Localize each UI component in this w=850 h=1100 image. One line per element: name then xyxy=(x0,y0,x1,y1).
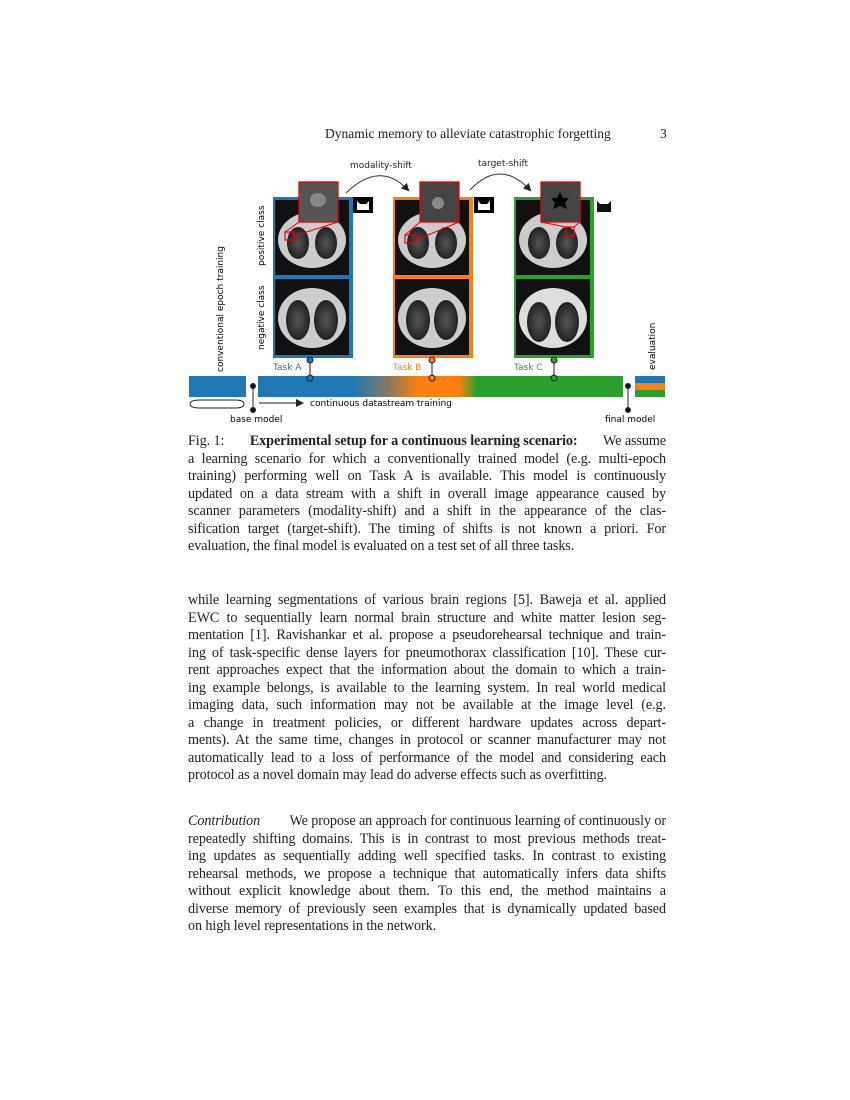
caption-line: a learning scenario for which a conventionally trained model (e.g. multi-epoch xyxy=(188,450,666,467)
cat-filled-icon-c xyxy=(597,201,611,212)
text-line: imaging data, such information may not be available at the image level (e.g. xyxy=(188,697,666,713)
text-line: ments). At the same time, changes in protocol or scanner manufacturer may not xyxy=(188,732,666,748)
page-number: 3 xyxy=(660,126,667,141)
task-b-label: Task B xyxy=(393,363,422,373)
text-line: rent approaches expect that the information about the domain to which a train- xyxy=(188,662,666,678)
task-c-label: Task C xyxy=(514,363,543,373)
task-c-panel xyxy=(514,182,594,358)
continuous-training-label: continuous datastream training xyxy=(310,399,452,409)
caption-title: Experimental setup for a continuous learning scenario: xyxy=(249,433,578,449)
text-line: diverse memory of previously seen examples that is dynamically updated based xyxy=(188,900,666,917)
modality-shift-label: modality-shift xyxy=(350,161,412,171)
target-shift-arrow xyxy=(470,174,530,190)
text-line: protocol as a novel domain may lead do adverse effects such as overfitting. xyxy=(188,767,607,783)
text-line: repeatedly shifting domains. This is in contrast to most previous methods treat- xyxy=(188,830,666,847)
conventional-training-bar xyxy=(189,376,246,397)
caption-line: training) performing well on Task A is available. This model is continuously xyxy=(188,468,666,484)
negative-class-label: negative class xyxy=(257,285,267,350)
caption-line: scanner parameters (modality-shift) and a shift in the appearance of the clas- xyxy=(188,503,666,519)
text-span: We propose an approach for continuous learning of continuously or xyxy=(289,813,666,829)
caption-text: We assume xyxy=(603,433,666,449)
text-line: EWC to sequentially learn normal brain structure and white matter lesion seg- xyxy=(188,609,666,626)
task-a-label: Task A xyxy=(273,363,302,373)
text-line: ing of task-specific dense layers for pneumothorax classification [10]. These cur- xyxy=(188,644,666,661)
loop-arrow-icon xyxy=(190,400,244,408)
evaluation-bar xyxy=(635,376,665,397)
caption-line: evaluation, the final model is evaluated on a test set of all three tasks. xyxy=(188,538,575,554)
text-line: ing updates as sequentially adding well specified tasks. In contrast to existing xyxy=(188,848,666,864)
conventional-training-label: conventional epoch training xyxy=(216,246,226,372)
text-line: a change in treatment policies, or different hardware updates across depart- xyxy=(188,714,666,731)
figure-1 xyxy=(0,0,850,430)
text-line: ing example belongs, is available to the learning system. In real world medical xyxy=(188,679,666,696)
text-line: while learning segmentations of various brain regions [5]. Baweja et al. applied xyxy=(188,592,666,608)
contribution-first-row xyxy=(188,813,666,830)
target-shift-label: target-shift xyxy=(478,159,529,169)
base-model-label: base model xyxy=(230,415,283,425)
running-title: Dynamic memory to alleviate catastrophic forgetting xyxy=(325,126,611,141)
text-line: rehearsal methods, we propose a technique that automatically infers data shifts xyxy=(188,865,666,882)
text-line: mentation [1]. Ravishankar et al. propose a pseudorehearsal technique and train- xyxy=(188,627,666,643)
task-a-panel xyxy=(273,182,353,358)
text-line: automatically lead to a loss of performance of the model and considering each xyxy=(188,749,666,766)
caption-label: Fig. 1: xyxy=(188,433,225,449)
cat-outline-icon-b xyxy=(474,197,494,213)
positive-class-label: positive class xyxy=(257,205,267,266)
contribution-heading: Contribution xyxy=(188,813,261,829)
caption-line: updated on a data stream with a shift in overall image appearance caused by xyxy=(188,485,666,502)
text-line: without explicit knowledge about them. To this end, the method maintains a xyxy=(188,883,666,899)
final-model-label: final model xyxy=(605,415,656,425)
text-line: on high level representations in the network. xyxy=(188,918,437,934)
task-b-panel xyxy=(393,182,473,358)
caption-first-row xyxy=(188,433,666,450)
caption-line: sification target (target-shift). The timing of shifts is not known a priori. For xyxy=(188,520,666,537)
modality-shift-arrow xyxy=(346,176,408,193)
evaluation-label: evaluation xyxy=(648,322,658,370)
cat-outline-icon-a xyxy=(353,197,373,213)
